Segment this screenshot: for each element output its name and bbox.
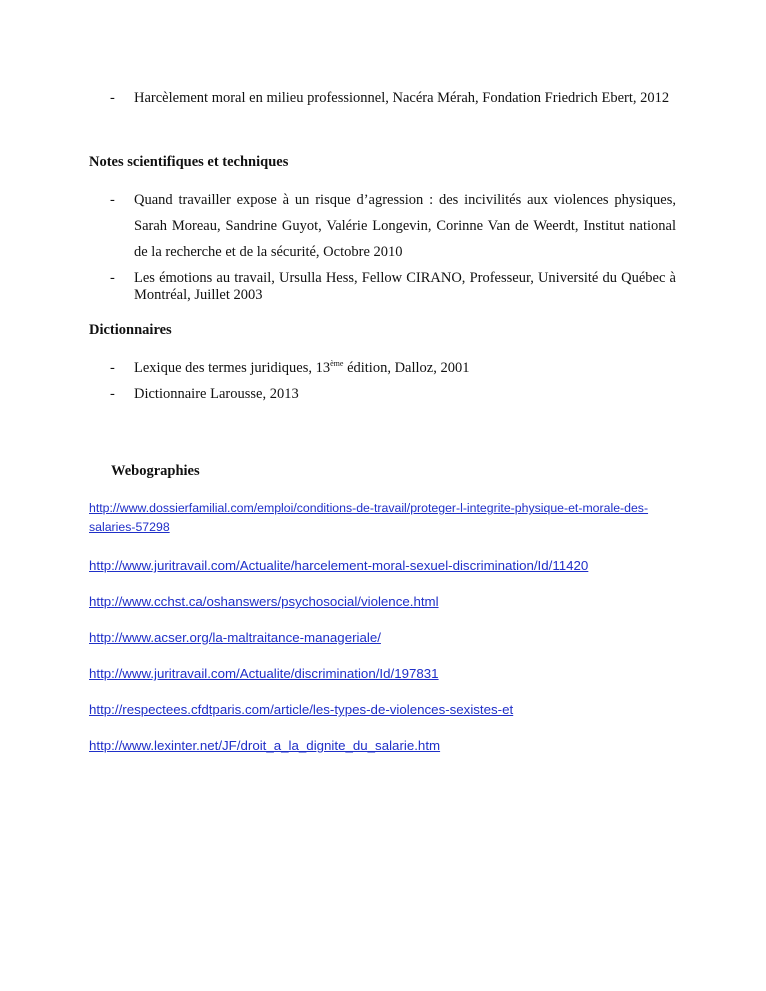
- bibliography-item: [110, 355, 676, 381]
- bibliography-item: [110, 270, 676, 304]
- dictionary-item-part: Lexique des termes juridiques, 13: [134, 360, 331, 376]
- web-link[interactable]: http://www.juritravail.com/Actualite/harcelement-moral-sexuel-discrimination/Id/11420: [89, 558, 589, 573]
- superscript: ème: [330, 359, 344, 369]
- list-dash: -: [110, 270, 115, 286]
- web-link[interactable]: http://www.lexinter.net/JF/droit_a_la_dignite_du_salarie.htm: [89, 738, 441, 753]
- section-heading-notes: Notes scientifiques et techniques: [89, 154, 289, 170]
- section-heading-webographies: Webographies: [111, 463, 200, 479]
- list-dash: -: [110, 192, 115, 208]
- list-dash: -: [110, 386, 115, 402]
- bibliography-item: [110, 85, 676, 111]
- web-link[interactable]: http://www.acser.org/la-maltraitance-manageriale/: [89, 630, 381, 645]
- web-link[interactable]: http://respectees.cfdtparis.com/article/les-types-de-violences-sexistes-et: [89, 702, 514, 717]
- web-link[interactable]: http://www.dossierfamilial.com/emploi/conditions-de-travail/proteger-l-integrite-physique-et-morale-des-salaries-57298: [89, 501, 649, 534]
- bibliography-item: [110, 187, 676, 265]
- dictionary-item-part: édition, Dalloz, 2001: [343, 360, 470, 376]
- bibliography-item-text: Harcèlement moral en milieu professionnel, Nacéra Mérah, Fondation Friedrich Ebert, 2012: [134, 90, 670, 106]
- bibliography-item-text: Les émotions au travail, Ursulla Hess, Fellow CIRANO, Professeur, Université du Québec à Montréal, Juillet 2003: [134, 270, 676, 303]
- list-dash: -: [110, 360, 115, 376]
- section-heading-dictionnaires: Dictionnaires: [89, 322, 172, 338]
- bibliography-item-text: Dictionnaire Larousse, 2013: [134, 386, 299, 402]
- web-link[interactable]: http://www.juritravail.com/Actualite/discrimination/Id/197831: [89, 666, 439, 681]
- bibliography-item-text: Quand travailler expose à un risque d’agression : des incivilités aux violences physiques, Sarah Moreau, Sandrine Guyot, Valérie Longevin, Corinne Van de Weerdt, Institut national de la recherche et de la sécurité, Octobre 2010: [134, 192, 676, 260]
- bibliography-item-text: [134, 355, 676, 381]
- list-dash: -: [110, 90, 115, 106]
- web-link[interactable]: http://www.cchst.ca/oshanswers/psychosocial/violence.html: [89, 594, 439, 609]
- bibliography-item: [110, 381, 676, 407]
